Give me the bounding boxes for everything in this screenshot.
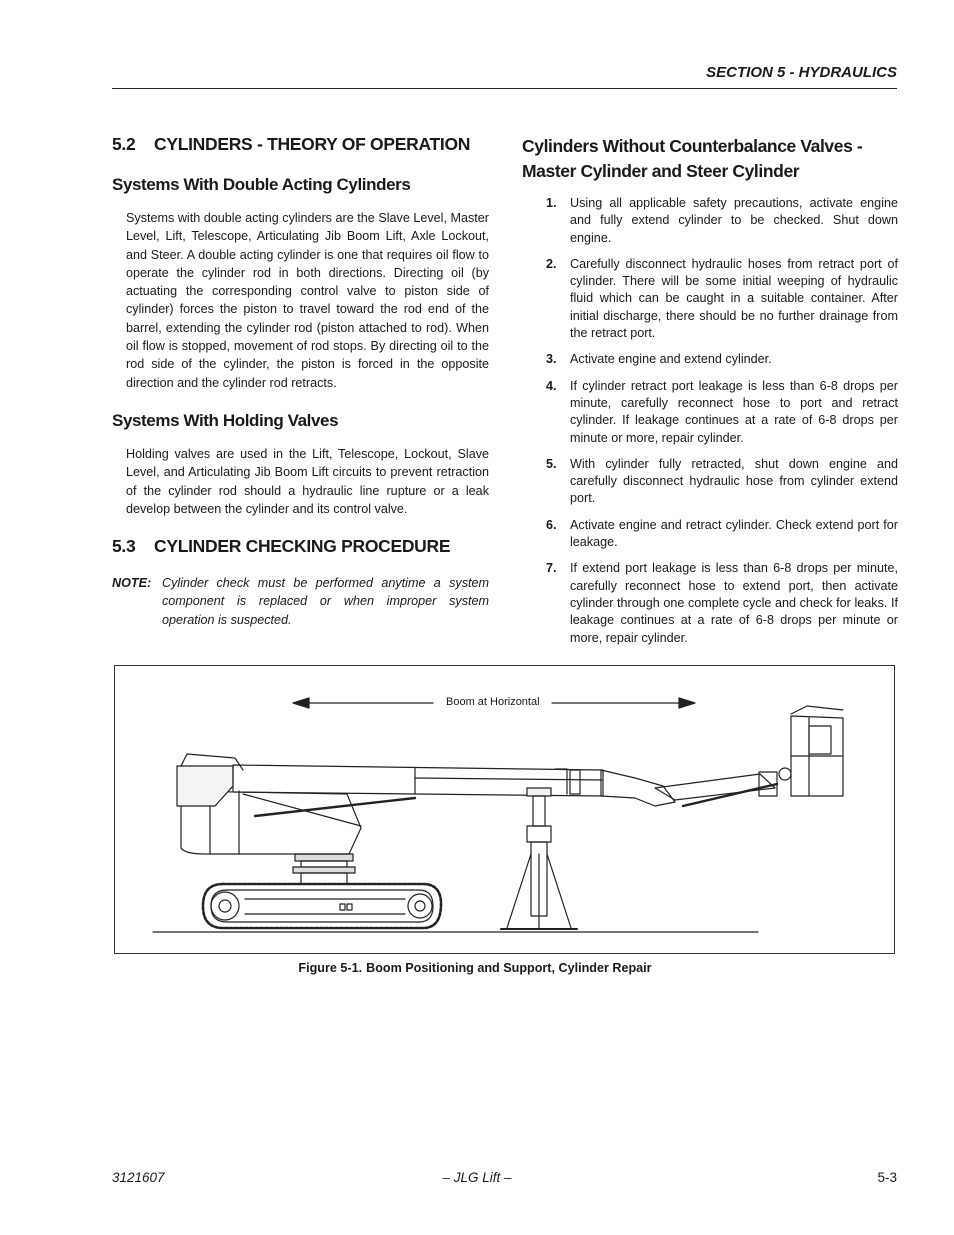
step-number: 5. bbox=[546, 456, 557, 471]
upper-structure-graphic bbox=[177, 754, 361, 854]
footer-page-number: 5-3 bbox=[877, 1170, 897, 1185]
step-number: 3. bbox=[546, 352, 557, 367]
note-block bbox=[112, 574, 489, 629]
double-acting-heading: Systems With Double Acting Cylinders bbox=[112, 174, 411, 194]
step-text: If cylinder retract port leakage is less than 6-8 drops per minute, carefully reconnect hose to port and retract cylinder. If leakage continues at a rate of 6-8 drops per minute or more, repair cylinder. bbox=[570, 378, 898, 445]
step-item bbox=[522, 560, 898, 646]
boom-stand-graphic bbox=[501, 788, 577, 929]
step-text: Carefully disconnect hydraulic hoses from retract port of cylinder. There will be some initial weeping of hydraulic fluid which can be caught in a suitable container. After initial discharge, there should be no further drainage from the retract port. bbox=[570, 256, 898, 341]
step-item bbox=[522, 256, 898, 342]
step-text: With cylinder fully retracted, shut down engine and carefully disconnect hydraulic hose from cylinder extend port. bbox=[570, 456, 898, 506]
jib-boom-graphic bbox=[601, 770, 777, 806]
procedure-steps bbox=[522, 195, 898, 647]
header-rule bbox=[112, 88, 897, 89]
section-number: 5.3 bbox=[112, 536, 136, 557]
step-item bbox=[522, 517, 898, 552]
step-item bbox=[522, 351, 898, 368]
step-text: If extend port leakage is less than 6-8 drops per minute, carefully reconnect hose to extend port, then activate cylinder through one complete cycle and check for leaks. If leakage continues at a rate of 6-8 drops per minute or more, repair cylinder. bbox=[570, 561, 898, 645]
left-column bbox=[112, 128, 489, 629]
step-text: Activate engine and extend cylinder. bbox=[570, 352, 772, 367]
step-item bbox=[522, 378, 898, 447]
crawler-track-graphic bbox=[203, 884, 441, 928]
arrowhead-right bbox=[679, 698, 695, 708]
step-item bbox=[522, 456, 898, 508]
section-header: SECTION 5 - HYDRAULICS bbox=[706, 64, 897, 81]
right-column bbox=[522, 128, 898, 656]
step-text: Activate engine and retract cylinder. Check extend port for leakage. bbox=[570, 517, 898, 550]
note-label: NOTE: bbox=[112, 576, 152, 591]
section-title: CYLINDER CHECKING PROCEDURE bbox=[154, 536, 451, 557]
figure-dimension-label: Boom at Horizontal bbox=[442, 696, 544, 708]
section-5-2-heading bbox=[112, 134, 489, 156]
step-text: Using all applicable safety precautions, activate engine and fully extend cylinder to be checked. Shut down engine. bbox=[570, 196, 898, 245]
arrowhead-left bbox=[293, 698, 309, 708]
caption-number: Figure 5-1. bbox=[298, 961, 363, 975]
footer-brand: – JLG Lift – bbox=[442, 1170, 512, 1185]
figure-frame bbox=[114, 665, 895, 954]
figure-caption bbox=[0, 961, 954, 975]
step-item bbox=[522, 195, 898, 247]
section-title: CYLINDERS - THEORY OF OPERATION bbox=[154, 134, 471, 154]
turntable-graphic bbox=[293, 854, 355, 884]
counterbalance-heading: Cylinders Without Counterbalance Valves - Master Cylinder and Steer Cylinder bbox=[522, 136, 863, 181]
note-text: Cylinder check must be performed anytime a system component is replaced or when improper system operation is suspected. bbox=[162, 576, 489, 627]
step-number: 4. bbox=[546, 378, 557, 393]
boom-support-illustration bbox=[115, 666, 896, 955]
step-number: 2. bbox=[546, 256, 557, 271]
platform-basket-graphic bbox=[779, 706, 843, 796]
holding-valves-body: Holding valves are used in the Lift, Telescope, Lockout, Slave Level, and Articulating Jib Boom Lift circuits to prevent retraction of the cylinder rod should a hydraulic line rupture or a leak develop between the cylinder and its control valve. bbox=[126, 447, 489, 516]
step-number: 1. bbox=[546, 196, 557, 210]
holding-valves-heading: Systems With Holding Valves bbox=[112, 410, 339, 430]
step-number: 6. bbox=[546, 517, 557, 532]
caption-text: Boom Positioning and Support, Cylinder Repair bbox=[366, 961, 652, 975]
step-number: 7. bbox=[546, 561, 557, 576]
footer-doc-number: 3121607 bbox=[112, 1170, 165, 1185]
section-number: 5.2 bbox=[112, 134, 136, 154]
lift-cylinder-graphic bbox=[255, 798, 415, 816]
double-acting-body: Systems with double acting cylinders are the Slave Level, Master Level, Lift, Telescope, Articulating Jib Boom Lift, Axle Lockout, and Steer. A double acting cylinder is one that requires oil flow to operate the cylinder rod in both directions. Directing oil (by actuating the corresponding control valve to piston side of cylinder) forces the piston to travel toward the rod end of the barrel, extending the cylinder rod (piston attached to rod). When oil flow is stopped, movement of rod stops. By directing oil to the rod side of the cylinder, the piston is forced in the opposite direction and the cylinder rod retracts. bbox=[126, 210, 489, 390]
section-5-3-heading bbox=[112, 536, 489, 558]
